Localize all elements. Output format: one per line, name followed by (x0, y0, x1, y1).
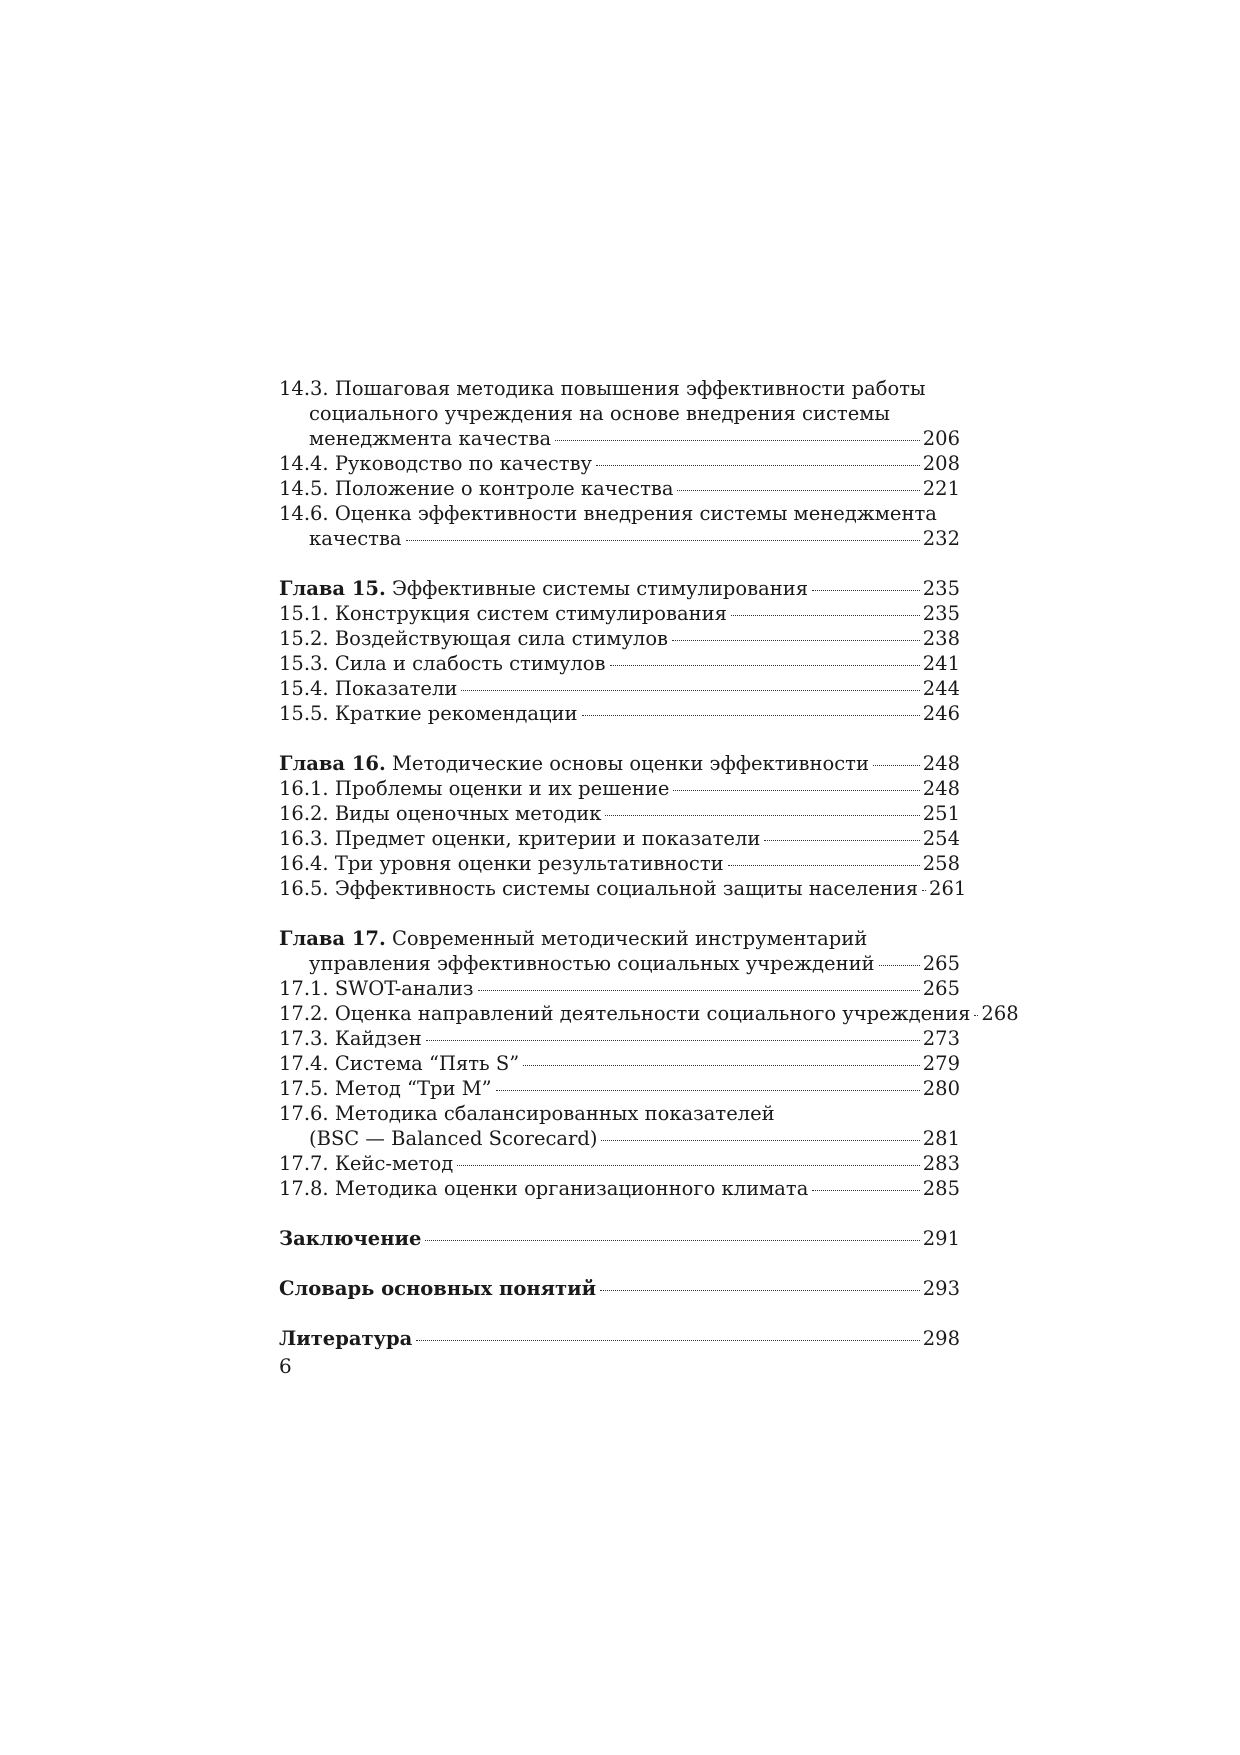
toc-entry-title (279, 451, 592, 476)
toc-entry-title (279, 576, 808, 601)
dot-leader (523, 1065, 920, 1066)
toc-line (279, 851, 960, 876)
dot-leader (728, 865, 920, 866)
dot-leader (555, 440, 920, 441)
toc-entry-title (309, 1126, 597, 1151)
toc-entry (279, 851, 960, 876)
toc-page-number: 235 (922, 577, 960, 600)
toc-page-number: 298 (922, 1327, 960, 1350)
toc-line (279, 626, 960, 651)
toc-entry-title (279, 601, 727, 626)
toc-entry-title (279, 1051, 519, 1076)
toc-page-number: 208 (922, 452, 960, 475)
toc-entry-text: социального учреждения на основе внедрения системы (309, 402, 890, 425)
dot-leader (478, 990, 920, 991)
dot-leader (605, 815, 919, 816)
toc-entry-title (279, 1276, 596, 1301)
toc-line (279, 651, 960, 676)
toc-entry-title (309, 426, 551, 451)
dot-leader (416, 1340, 919, 1341)
toc-heading-label: Глава 16. (279, 752, 386, 775)
dot-leader (672, 640, 920, 641)
toc-page-number: 206 (922, 427, 960, 450)
toc-entry-title (279, 876, 918, 901)
toc-line (279, 801, 960, 826)
dot-leader (764, 840, 919, 841)
toc-page-number: 261 (929, 877, 967, 900)
toc-line (279, 1126, 960, 1151)
toc-page-number: 258 (922, 852, 960, 875)
toc-entry-text: 17.4. Система “Пять S” (279, 1052, 520, 1075)
toc-entry-text: 15.2. Воздействующая сила стимулов (279, 627, 669, 650)
toc-page-number: 248 (922, 777, 960, 800)
toc-entry (279, 601, 960, 626)
toc-entry (279, 1326, 960, 1351)
toc-page-number: 221 (922, 477, 960, 500)
toc-group (279, 1326, 960, 1351)
group-gap (279, 551, 960, 576)
toc-entry-title (279, 376, 926, 401)
toc-line (279, 1326, 960, 1351)
toc-entry-text: менеджмента качества (309, 427, 552, 450)
toc-line (279, 1026, 960, 1051)
toc-entry-text: 17.5. Метод “Три М” (279, 1077, 492, 1100)
toc-entry-text: Современный методический инструментарий (385, 927, 868, 950)
toc-page-number: 241 (922, 652, 960, 675)
toc-entry (279, 701, 960, 726)
toc-line (279, 1276, 960, 1301)
toc-page-number: 251 (922, 802, 960, 825)
toc-page-number: 235 (922, 602, 960, 625)
toc-entry-title (279, 1026, 422, 1051)
toc-group (279, 1226, 960, 1251)
toc-line (279, 1001, 1019, 1026)
dot-leader (425, 1240, 919, 1241)
toc-entry (279, 1051, 960, 1076)
toc-entry-title (279, 476, 673, 501)
toc-line (279, 426, 960, 451)
toc-entry (279, 476, 960, 501)
toc-line (279, 501, 960, 526)
toc-page-number: 285 (922, 1177, 960, 1200)
toc-entry (279, 1101, 960, 1151)
toc-line (279, 601, 960, 626)
toc-line (279, 1051, 960, 1076)
toc-entry-text: Методические основы оценки эффективности (385, 752, 869, 775)
toc-entry (279, 1026, 960, 1051)
toc-line (279, 751, 960, 776)
toc-entry-title (279, 676, 457, 701)
toc-line (279, 1101, 960, 1126)
toc-entry-text: 14.3. Пошаговая методика повышения эффективности работы (279, 377, 926, 400)
toc-line (279, 876, 967, 901)
dot-leader (406, 540, 920, 541)
toc-entry-text: 14.6. Оценка эффективности внедрения системы менеджмента (279, 502, 937, 525)
dot-leader (812, 1190, 919, 1191)
toc-page-number: 291 (922, 1227, 960, 1250)
toc-line (279, 976, 960, 1001)
toc-entry (279, 676, 960, 701)
toc-entry-text: 16.5. Эффективность системы социальной защиты населения (279, 877, 919, 900)
toc-entry (279, 1151, 960, 1176)
toc-entry-text: 16.4. Три уровня оценки результативности (279, 852, 724, 875)
toc-entry-title (279, 651, 606, 676)
dot-leader (596, 465, 920, 466)
toc-entry (279, 576, 960, 601)
toc-entry (279, 826, 960, 851)
toc-line (279, 1176, 960, 1201)
group-gap (279, 1301, 960, 1326)
toc-entry-title (309, 401, 890, 426)
toc-entry (279, 626, 960, 651)
toc-entry (279, 1226, 960, 1251)
toc-entry-title (279, 1151, 453, 1176)
toc-entry-text: 16.2. Виды оценочных методик (279, 802, 602, 825)
toc-group (279, 576, 960, 726)
toc-line (279, 401, 960, 426)
toc-entry-text: 17.8. Методика оценки организационного климата (279, 1177, 809, 1200)
dot-leader (610, 665, 920, 666)
toc-line (279, 576, 960, 601)
dot-leader (873, 765, 920, 766)
toc-line (279, 1226, 960, 1251)
toc-page-number: 244 (922, 677, 960, 700)
toc-entry-text: 17.2. Оценка направлений деятельности социального учреждения (279, 1002, 971, 1025)
toc-heading-label: Словарь основных понятий (279, 1277, 597, 1300)
toc-entry-text: (BSC — Balanced Scorecard) (309, 1127, 598, 1150)
toc-heading-label: Глава 17. (279, 927, 386, 950)
toc-heading-label: Заключение (279, 1227, 422, 1250)
toc-line (279, 676, 960, 701)
toc-entry-text: Эффективные системы стимулирования (385, 577, 809, 600)
toc-entry-text: 15.3. Сила и слабость стимулов (279, 652, 606, 675)
toc-line (279, 826, 960, 851)
toc-entry-text: 16.1. Проблемы оценки и их решение (279, 777, 670, 800)
toc-group (279, 926, 1019, 1201)
toc-page-number: 265 (922, 977, 960, 1000)
toc-entry-title (279, 826, 760, 851)
toc-entry-title (279, 626, 668, 651)
toc-entry-text: 14.4. Руководство по качеству (279, 452, 593, 475)
toc-line (279, 776, 960, 801)
toc-page-number: 281 (922, 1127, 960, 1150)
dot-leader (600, 1290, 920, 1291)
toc-entry (279, 876, 967, 901)
toc-line (279, 926, 960, 951)
toc-entry-text: 16.3. Предмет оценки, критерии и показатели (279, 827, 761, 850)
dot-leader (582, 715, 920, 716)
dot-leader (677, 490, 919, 491)
toc-group (279, 376, 960, 551)
toc-page-number: 283 (922, 1152, 960, 1175)
toc-entry-title (279, 1326, 412, 1351)
dot-leader (879, 965, 920, 966)
toc-entry (279, 501, 960, 551)
toc-entry-title (279, 1101, 775, 1126)
toc-page-number: 268 (981, 1002, 1019, 1025)
group-gap (279, 1251, 960, 1276)
toc-entry (279, 751, 960, 776)
toc-line (279, 701, 960, 726)
dot-leader (812, 590, 920, 591)
toc-entry-text: 14.5. Положение о контроле качества (279, 477, 674, 500)
dot-leader (457, 1165, 920, 1166)
dot-leader (731, 615, 920, 616)
toc-entry-title (279, 501, 937, 526)
toc-page-number: 254 (922, 827, 960, 850)
toc-line (279, 376, 960, 401)
dot-leader (922, 890, 926, 891)
toc-entry-title (279, 976, 474, 1001)
toc-entry (279, 1076, 960, 1101)
toc-entry-title (279, 701, 578, 726)
toc-entry-text: 17.1. SWOT-анализ (279, 977, 474, 1000)
toc-entry (279, 801, 960, 826)
toc-line (279, 1076, 960, 1101)
toc-page-number: 293 (922, 1277, 960, 1300)
toc-page-number: 248 (922, 752, 960, 775)
toc-group (279, 751, 967, 901)
toc-page-number: 279 (922, 1052, 960, 1075)
toc-page-number: 232 (922, 527, 960, 550)
toc-entry-text: 15.4. Показатели (279, 677, 458, 700)
toc-entry (279, 651, 960, 676)
toc-page-number: 280 (922, 1077, 960, 1100)
dot-leader (426, 1040, 920, 1041)
toc-page-number: 273 (922, 1027, 960, 1050)
toc-line (279, 526, 960, 551)
toc-entry-text: 15.1. Конструкция систем стимулирования (279, 602, 727, 625)
toc-entry-text: 17.6. Методика сбалансированных показателей (279, 1102, 775, 1125)
toc-heading-label: Глава 15. (279, 577, 386, 600)
dot-leader (974, 1015, 978, 1016)
dot-leader (601, 1140, 919, 1141)
toc-entry (279, 376, 960, 451)
dot-leader (496, 1090, 920, 1091)
toc-entry-title (279, 801, 601, 826)
toc-page-number: 265 (922, 952, 960, 975)
toc-entry (279, 776, 960, 801)
table-of-contents (279, 376, 1019, 1351)
toc-entry (279, 926, 960, 976)
toc-entry-title (309, 526, 402, 551)
toc-entry (279, 1276, 960, 1301)
toc-line (279, 951, 960, 976)
toc-entry-text: 17.3. Кайдзен (279, 1027, 422, 1050)
toc-line (279, 1151, 960, 1176)
toc-line (279, 476, 960, 501)
toc-heading-label: Литература (279, 1327, 413, 1350)
page-number: 6 (279, 1354, 292, 1378)
toc-page-number: 238 (922, 627, 960, 650)
toc-entry (279, 1001, 1019, 1026)
toc-entry-title (309, 951, 875, 976)
toc-entry-title (279, 1176, 808, 1201)
toc-entry-title (279, 1076, 492, 1101)
toc-entry (279, 1176, 960, 1201)
group-gap (279, 901, 960, 926)
toc-entry-title (279, 751, 869, 776)
toc-entry-text: качества (309, 527, 402, 550)
dot-leader (461, 690, 919, 691)
toc-entry-title (279, 776, 669, 801)
toc-entry-title (279, 1226, 421, 1251)
toc-entry (279, 976, 960, 1001)
toc-line (279, 451, 960, 476)
toc-entry-text: 17.7. Кейс-метод (279, 1152, 454, 1175)
toc-entry-title (279, 1001, 970, 1026)
toc-entry-title (279, 851, 724, 876)
toc-entry-text: управления эффективностью социальных учреждений (309, 952, 875, 975)
toc-entry-title (279, 926, 867, 951)
group-gap (279, 1201, 960, 1226)
toc-entry-text: 15.5. Краткие рекомендации (279, 702, 578, 725)
group-gap (279, 726, 960, 751)
toc-entry (279, 451, 960, 476)
toc-page-number: 246 (922, 702, 960, 725)
dot-leader (673, 790, 919, 791)
toc-group (279, 1276, 960, 1301)
